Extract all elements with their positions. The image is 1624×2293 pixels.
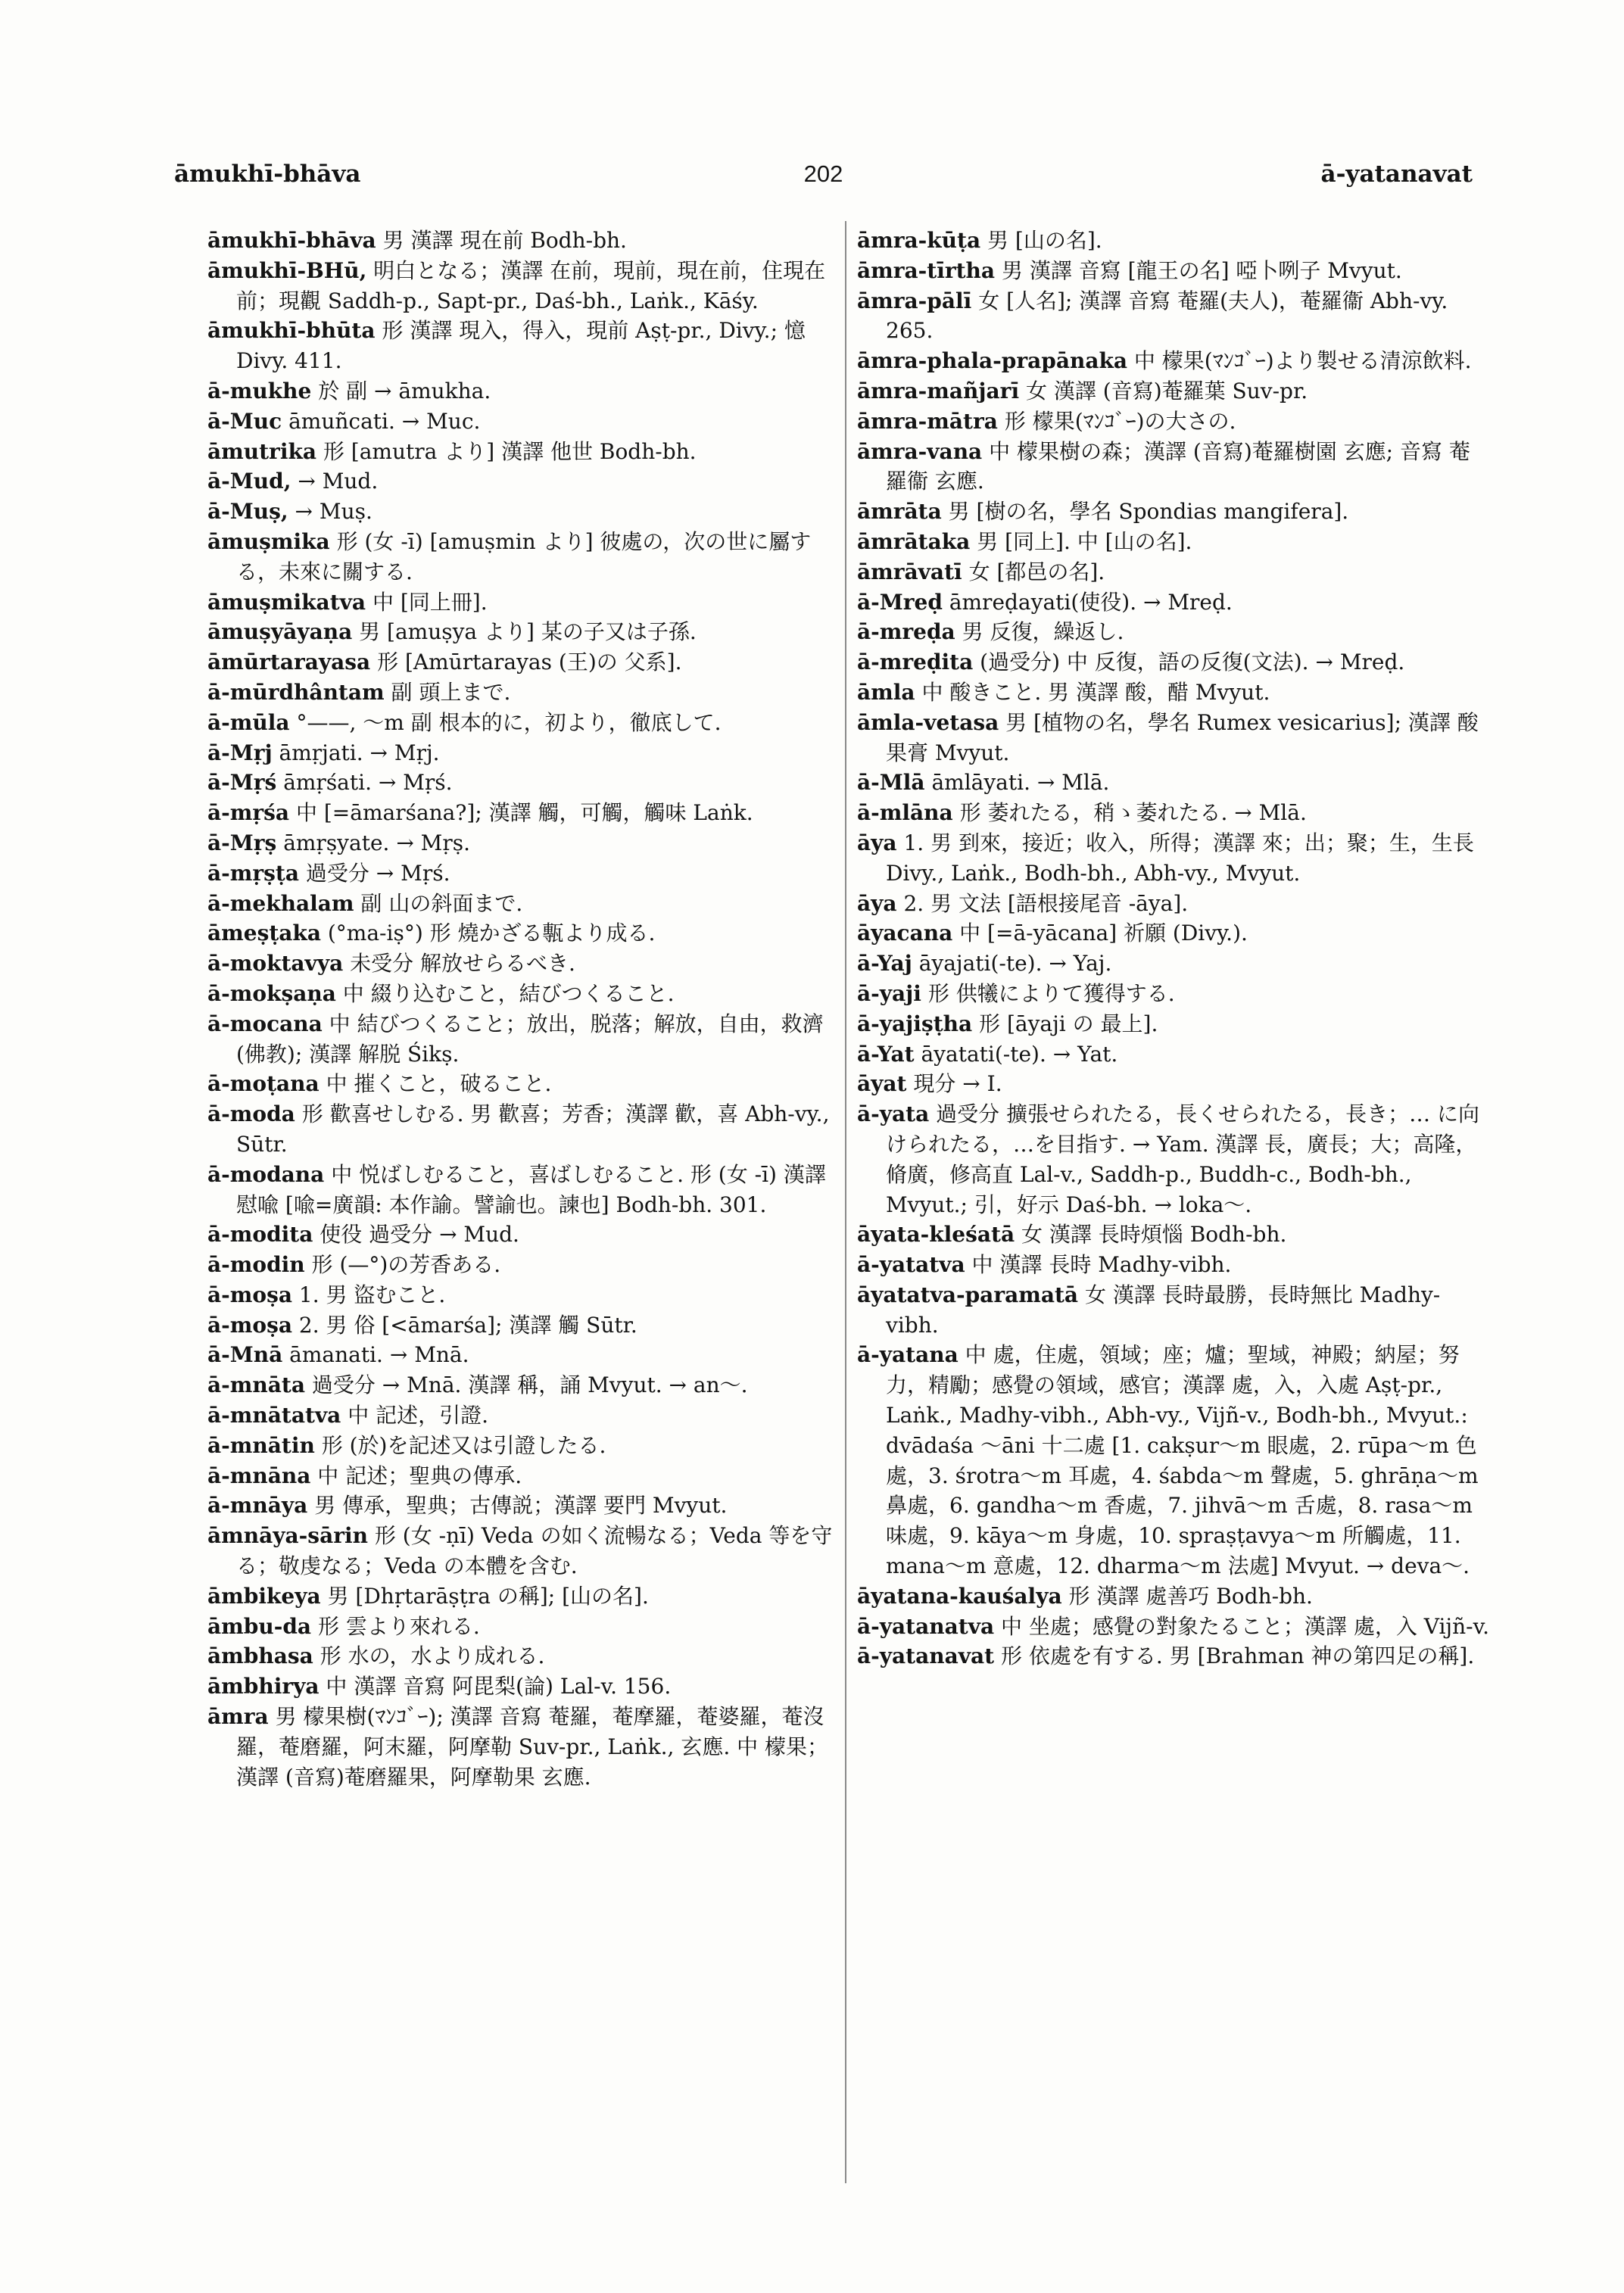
dictionary-entry [207,1491,833,1521]
headword: ā-Yaj [857,951,912,977]
definition: 男 [樹の名，學名 Spondias mangifera]. [948,499,1349,525]
definition: 形 水の，水より成れる. [320,1643,545,1669]
definition: 中 [同上冊]. [372,589,488,615]
dictionary-entry [207,1461,833,1491]
definition: āyajati(-te). → Yaj. [918,951,1112,977]
definition: 未受分 解放せらるべき. [350,951,575,977]
definition: 中 漢譯 音寫 阿毘梨(論) Lal-v. 156. [326,1674,672,1699]
dictionary-entry [857,828,1490,889]
definition: 於 副 → āmukha. [318,378,491,403]
definition: 男 傳承，聖典；古傳説；漢譯 要門 Mvyut. [314,1493,728,1519]
dictionary-entry [857,1069,1490,1099]
dictionary-entry [207,1400,833,1431]
dictionary-entry [207,527,833,587]
headword: āyatana-kauśalya [857,1583,1062,1609]
definition: 中 [=āmarśana?]; 漢譯 觸，可觸，觸味 Laṅk. [295,800,753,826]
dictionary-entry [207,768,833,798]
definition: āmlāyati. → Mlā. [931,770,1110,796]
dictionary-entry [207,647,833,678]
definition: 中 悦ばしむること，喜ばしむること. 形 (女 -ī) 漢譯 慰喩 [喩=廣韻: 本作諭。譬諭也。諫也] Bodh-bh. 301. [236,1161,826,1217]
headword: ā-Mṛj [207,740,273,765]
headword: āmla [857,679,915,705]
dictionary-entry [857,346,1490,376]
headword: āmutrika [207,438,316,464]
headword: āyacana [857,921,953,946]
dictionary-entry [207,226,833,256]
definition: 男 反復，繰返し. [962,619,1124,645]
definition: āmṛśati. → Mṛś. [283,770,453,796]
headword: ā-mokṣaṇa [207,980,336,1006]
dictionary-entry [207,256,833,316]
definition: 男 [同上]. 中 [山の名]. [977,528,1192,554]
dictionary-entry [857,768,1490,798]
dictionary-entry [857,557,1490,587]
headword: ā-mlāna [857,800,953,826]
headword: āya [857,830,897,855]
dictionary-entry [857,1039,1490,1070]
headword: ā-Mṛś [207,770,277,796]
dictionary-entry [857,798,1490,828]
headword: ā-yajiṣṭha [857,1011,973,1036]
headword: āmrātaka [857,528,971,554]
dictionary-entry [207,1099,833,1160]
definition: 形 漢譯 現入，得入，現前 Aṣṭ-pr., Divy.; 憶 Divy. 411. [236,318,806,374]
definition: (°ma-iṣ°) 形 燒かざる甎より成る. [327,921,656,946]
headword: āmra-vana [857,438,983,464]
headword: āmrāta [857,499,942,525]
left-column [207,226,833,1792]
dictionary-entry [207,1250,833,1280]
headword: āmnāya-sārin [207,1523,368,1549]
definition: 中 結びつくること；放出，脱落；解放，自由，救濟(佛教); 漢譯 解脱 Śikṣ. [236,1011,824,1067]
headword: ā-mocana [207,1011,323,1036]
headword: ā-moda [207,1101,295,1127]
definition: 1. 男 盜むこと. [298,1282,446,1307]
running-header [174,160,1473,198]
definition: °——, 〜m 副 根本的に，初より，徹底して. [296,709,722,735]
headword: āmra-kūṭa [857,228,981,253]
headword: āmukhī-BHū, [207,257,367,283]
definition: 中 坐處；感覺の對象たること；漢譯 處，入 Vijñ-v. [1001,1613,1489,1639]
headword: ā-yatanavat [857,1643,995,1669]
dictionary-entry [207,587,833,618]
headword: āmbu-da [207,1613,312,1639]
headword: ā-mṛśa [207,800,290,826]
dictionary-entry [857,1641,1490,1671]
headword: āyat [857,1071,907,1097]
definition: 中 處，住處，領域；座；爐；聖域，神殿；納屋；努力，精勵；感覺の領域，感官；漢譯 處，入，入處 Aṣṭ-pr., Laṅk., Madhy-vibh., Abh-vy., Vijñ-v., Bodh-bh., Mvyut.: dvādaśa 〜āni 十二處 [1. cakṣur〜m 眼處，2. rūpa〜m 色處，3. śrotra〜m 耳處，4. śabda〜m 聲處，5. ghrāṇa〜m 鼻處，6. gandha〜m 香處，7. jihvā〜m 舌處，8. rasa〜m 味處，9. kāya〜m 身處，10. spraṣṭavya〜m 所觸處，11. mana〜m 意處，12. dharma〜m 法處] Mvyut. → deva〜. [886,1342,1479,1579]
headword: āmra-phala-prapānaka [857,348,1127,374]
headword: āmra-mañjarī [857,378,1020,403]
dictionary-entry [857,407,1490,437]
definition: 過受分 → Mṛś. [305,860,450,886]
definition: 現分 → I. [913,1071,1002,1097]
dictionary-entry [857,226,1490,256]
headword: ā-Mlā [857,770,925,796]
headword: ā-mukhe [207,378,312,403]
dictionary-entry [857,1612,1490,1642]
dictionary-entry [207,708,833,738]
definition: 形 檬果(ﾏﾝｺﾞｰ)の大さの. [1004,408,1236,434]
headword: āmra-pālī [857,288,972,313]
headword: ā-mnātin [207,1432,315,1458]
definition: 女 [都邑の名]. [968,559,1105,584]
dictionary-entry [207,858,833,889]
definition: 形 (女 -ī) [amuṣmin より] 彼處の，次の世に屬する，未來に關する. [236,528,812,584]
definition: 男 [山の名]. [987,228,1102,253]
headword: āmra-mātra [857,408,998,434]
headword: ā-mṛṣṭa [207,860,299,886]
dictionary-entry [857,1581,1490,1612]
headword: ā-moktavya [207,951,344,977]
definition: 形 [āyaji の 最上]. [979,1011,1158,1036]
definition: 中 漢譯 長時 Madhy-vibh. [971,1252,1232,1278]
definition: 2. 男 文法 [語根接尾音 -āya]. [903,890,1189,916]
dictionary-entry [857,979,1490,1009]
headword: āmbhasa [207,1643,313,1669]
headword: ā-yata [857,1101,930,1127]
dictionary-entry [857,889,1490,919]
dictionary-entry [207,1220,833,1250]
headword: ā-mreḍa [857,619,955,645]
headword: āyatatva-paramatā [857,1282,1079,1307]
dictionary-entry [857,1220,1490,1250]
headword: āmukhī-bhūta [207,318,376,344]
headword: ā-yaji [857,980,921,1006]
headword: ā-yatanatva [857,1613,995,1639]
dictionary-entry [207,1069,833,1099]
definition: 中 酸きこと. 男 漢譯 酸，醋 Mvyut. [921,679,1270,705]
definition: 副 頭上まで. [391,679,511,705]
dictionary-entry [207,1431,833,1461]
headword: āmrāvatī [857,559,962,584]
headword: ā-mnātatva [207,1403,341,1428]
headword: āya [857,890,897,916]
definition: 男 [amuṣya より] 某の子又は子孫. [359,619,697,645]
headword: ā-Mreḍ [857,589,943,615]
dictionary-entry [207,1702,833,1792]
definition: 女 漢譯 (音寫)菴羅葉 Suv-pr. [1025,378,1308,403]
dictionary-entry [207,316,833,376]
dictionary-entry [857,678,1490,708]
definition: 形 供犧によりて獲得する. [927,980,1175,1006]
dictionary-entry [207,1160,833,1220]
dictionary-entry [207,979,833,1009]
dictionary-entry [857,256,1490,286]
headword: ā-Mṛṣ [207,830,277,855]
headword: ā-modin [207,1252,305,1278]
headword: āmra [207,1704,269,1730]
dictionary-entry [857,1340,1490,1581]
definition: āmuñcati. → Muc. [288,408,481,434]
dictionary-entry [857,949,1490,979]
definition: 形 漢譯 處善巧 Bodh-bh. [1068,1583,1313,1609]
definition: 中 記述，引證. [348,1403,489,1428]
definition: 中 摧くこと，破ること. [326,1071,552,1097]
definition: (過受分) 中 反復，語の反復(文法). → Mreḍ. [980,650,1405,675]
dictionary-entry [207,437,833,467]
dictionary-entry [207,828,833,858]
headword: ā-mnāya [207,1493,308,1519]
definition: 中 記述；聖典の傳承. [317,1463,522,1488]
dictionary-entry [207,1612,833,1642]
dictionary-entry [207,1009,833,1070]
definition: āyatati(-te). → Yat. [921,1041,1118,1067]
definition: 1. 男 到來，接近；收入，所得；漢譯 來；出；聚；生，生長 Divy., Laṅk., Bodh-bh., Abh-vy., Mvyut. [886,830,1474,886]
headword: ā-mekhalam [207,890,354,916]
dictionary-entry [857,527,1490,557]
definition: 過受分 → Mnā. 漢譯 稱，誦 Mvyut. → an〜. [311,1372,748,1398]
headword: ā-modana [207,1161,325,1187]
headword: ā-yatana [857,1342,959,1368]
definition: 2. 男 俗 [<āmarśa]; 漢譯 觸 Sūtr. [298,1312,637,1338]
header-right-guide-word: ā-yatanavat [1320,160,1473,188]
definition: āmreḍayati(使役). → Mreḍ. [949,589,1233,615]
headword: āyata-kleśatā [857,1222,1015,1248]
dictionary-entry [857,286,1490,347]
definition: 中 [=ā-yācana] 祈願 (Divy.). [959,921,1248,946]
dictionary-entry [207,738,833,768]
dictionary-entry [857,587,1490,618]
dictionary-entry [207,1641,833,1671]
headword: ā-Mnā [207,1342,283,1368]
dictionary-entry [857,437,1490,497]
dictionary-entry [207,949,833,979]
headword: āmukhī-bhāva [207,228,376,253]
dictionary-entry [857,1280,1490,1341]
dictionary-entry [207,798,833,828]
dictionary-entry [207,678,833,708]
dictionary-entry [207,1671,833,1702]
dictionary-entry [857,1250,1490,1280]
headword: ā-mūrdhântam [207,679,385,705]
definition: 中 檬果樹の森；漢譯 (音寫)菴羅樹園 玄應; 音寫 菴羅衞 玄應. [886,438,1470,494]
definition: → Mud. [298,469,379,494]
definition: 明白となる；漢譯 在前，現前，現在前，住現在前；現觀 Saddh-p., Sapt-pr., Daś-bh., Laṅk., Kāśy. [236,257,826,313]
dictionary-entry [207,617,833,647]
dictionary-entry [857,617,1490,647]
definition: 過受分 擴張せられたる，長くせられたる，長き；… に向けられたる，…を目指す. → Yam. 漢譯 長，廣長；大；高隆，脩廣，修高直 Lal-v., Saddh-p., Buddh-c., Bodh-bh., Mvyut.; 引，好示 Daś-bh. → loka〜. [886,1101,1479,1217]
dictionary-entry [207,1521,833,1581]
definition: 形 (女 -ṇī) Veda の如く流暢なる；Veda 等を守る；敬虔なる；Veda の本體を含む. [236,1523,833,1579]
dictionary-entry [207,1310,833,1341]
dictionary-entry [857,708,1490,768]
headword: āmla-vetasa [857,709,999,735]
dictionary-entry [207,889,833,919]
definition: 女 漢譯 長時煩惱 Bodh-bh. [1021,1222,1287,1248]
dictionary-entry [207,1280,833,1310]
definition: 男 漢譯 音寫 [龍王の名] 啞卜咧子 Mvyut. [1001,257,1402,283]
definition: 男 漢譯 現在前 Bodh-bh. [382,228,627,253]
dictionary-entry [207,497,833,527]
definition: → Muṣ. [295,499,372,525]
headword: ā-moṭana [207,1071,320,1097]
dictionary-entry [857,376,1490,407]
headword: āmuṣmika [207,528,330,554]
definition: 形 依處を有する. 男 [Brahman 神の第四足の稱]. [1001,1643,1475,1669]
headword: ā-Mud, [207,469,291,494]
dictionary-entry [857,497,1490,527]
headword: āmra-tīrtha [857,257,996,283]
headword: ā-mreḍita [857,650,974,675]
headword: ā-mūla [207,709,290,735]
headword: ā-moṣa [207,1312,292,1338]
dictionary-entry [207,376,833,407]
definition: 女 漢譯 長時最勝，長時無比 Madhy-vibh. [886,1282,1441,1338]
dictionary-entry [207,1340,833,1370]
headword: ā-Muṣ, [207,499,288,525]
dictionary-entry [857,1009,1490,1039]
headword: ā-yatatva [857,1252,965,1278]
definition: 女 [人名]; 漢譯 音寫 菴羅(夫人)，菴羅衞 Abh-vy. 265. [886,288,1448,344]
definition: 形 (—°)の芳香ある. [311,1252,501,1278]
column-divider [845,221,846,2183]
dictionary-entry [207,466,833,497]
headword: āmuṣmikatva [207,589,366,615]
definition: 男 檬果樹(ﾏﾝｺﾞｰ); 漢譯 音寫 菴羅，菴摩羅，菴婆羅，菴沒羅，菴磨羅，阿末羅，阿摩勒 Suv-pr., Laṅk., 玄應. 中 檬果；漢譯 (音寫)菴磨羅果，阿摩勒果 玄應. [236,1704,829,1790]
definition: 形 雲より來れる. [317,1613,480,1639]
headword: ā-Yat [857,1041,915,1067]
page-number: 202 [803,160,843,187]
headword: ā-Muc [207,408,282,434]
definition: 形 萎れたる，稍ゝ萎れたる. → Mlā. [959,800,1307,826]
dictionary-entry [857,918,1490,949]
definition: 形 [Amūrtarayas (王)の 父系]. [377,650,682,675]
dictionary-entry [857,647,1490,678]
dictionary-entry [207,1370,833,1400]
definition: āmanati. → Mnā. [289,1342,469,1368]
headword: ā-mnāta [207,1372,305,1398]
headword: āmeṣṭaka [207,921,321,946]
right-column [857,226,1490,1671]
headword: ā-mnāna [207,1463,311,1488]
definition: 形 歡喜せしむる. 男 歡喜；芳香；漢譯 歡，喜 Abh-vy., Sūtr. [236,1101,830,1157]
dictionary-entry [207,1581,833,1612]
headword: ā-moṣa [207,1282,292,1307]
definition: āmṛjati. → Mṛj. [279,740,440,765]
definition: 男 [植物の名，學名 Rumex vesicarius]; 漢譯 酸果膏 Mvyut. [886,709,1479,765]
dictionary-entry [207,918,833,949]
definition: 中 檬果(ﾏﾝｺﾞｰ)より製せる清涼飲料. [1133,348,1472,374]
definition: 形 (於)を記述又は引證したる. [321,1432,606,1458]
definition: 形 [amutra より] 漢譯 他世 Bodh-bh. [323,438,697,464]
header-left-guide-word: āmukhī-bhāva [174,160,361,188]
definition: 中 綴り込むこと，結びつくること. [342,980,675,1006]
headword: ā-modita [207,1222,313,1248]
dictionary-entry [207,407,833,437]
definition: 副 山の斜面まで. [360,890,523,916]
definition: 男 [Dhṛtarāṣṭra の稱]; [山の名]. [327,1583,649,1609]
definition: āmṛṣyate. → Mṛṣ. [283,830,471,855]
headword: āmuṣyāyaṇa [207,619,353,645]
definition: 使役 過受分 → Mud. [320,1222,519,1248]
headword: āmūrtarayasa [207,650,371,675]
headword: āmbikeya [207,1583,321,1609]
dictionary-entry [857,1099,1490,1220]
headword: āmbhirya [207,1674,320,1699]
